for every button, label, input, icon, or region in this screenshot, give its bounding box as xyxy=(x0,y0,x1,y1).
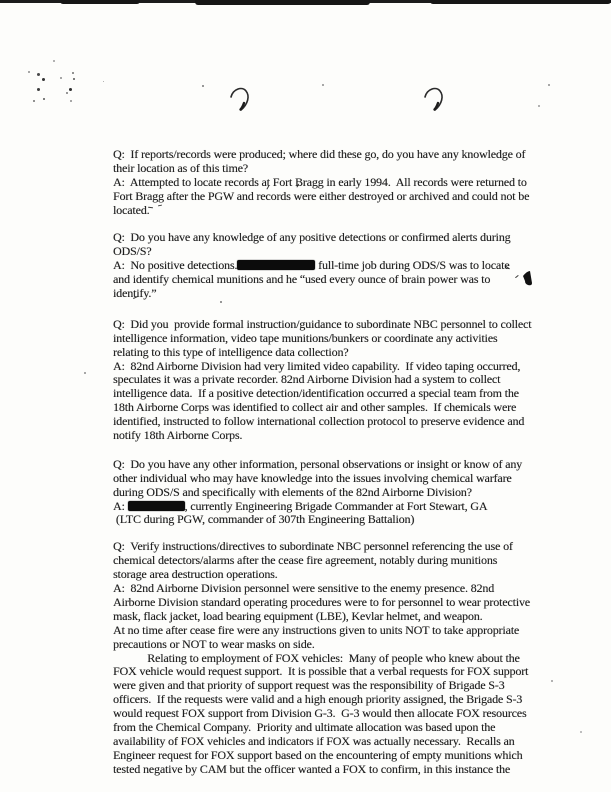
scan-speck xyxy=(322,84,324,86)
qa-paragraph xyxy=(113,148,583,217)
text-line: identified, instructed to follow international collection protocol to preserve evidence and xyxy=(113,414,525,429)
text-line: A: 82nd Airborne Division had very limited video capability. If video taping occurred, xyxy=(113,358,521,373)
scan-speck xyxy=(66,92,68,94)
scan-curl-mark xyxy=(229,85,253,113)
text-line: FOX vehicle would request support. It is possible that a verbal requests for FOX support xyxy=(113,664,529,679)
text-line: Q: Do you have any knowledge of any positive detections or confirmed alerts during xyxy=(113,230,511,245)
qa-paragraph xyxy=(113,458,583,527)
text-line: identify.” xyxy=(113,286,157,301)
text-line: Fort Bragg after the PGW and records were either destroyed or archived and could not be xyxy=(113,188,530,203)
scan-speck xyxy=(202,85,204,87)
scan-speck xyxy=(84,372,86,374)
redaction-bar xyxy=(237,260,315,270)
scan-speck xyxy=(60,77,62,79)
text-line: Q: Did you provide formal instruction/guidance to subordinate NBC personnel to collect xyxy=(113,316,532,331)
scan-speck xyxy=(33,100,35,102)
text-line: other individual who may have knowledge into the issues involving chemical warfare xyxy=(113,470,512,485)
text-line: availability of FOX vehicles and indicators if FOX was actually necessary. Recalls an xyxy=(113,733,515,748)
scan-speck xyxy=(43,98,45,100)
scan-speck xyxy=(53,60,55,62)
text-line: Q: Do you have any other information, personal observations or insight or know of any xyxy=(113,456,523,471)
text-line: located. xyxy=(113,202,150,217)
scan-speck xyxy=(103,81,104,82)
text-line: tested negative by CAM but the officer wanted a FOX to confirm, in this instance the xyxy=(113,761,511,776)
scan-curl-mark xyxy=(423,85,447,113)
text-line: Relating to employment of FOX vehicles: Many of people who knew about the xyxy=(113,650,520,665)
document-text xyxy=(113,148,583,777)
text-line: intelligence data. If a positive detection/identification occurred a special team from the xyxy=(113,386,519,401)
scan-speck xyxy=(538,105,540,107)
text-line: Q: Verify instructions/directives to subordinate NBC personnel referencing the use of xyxy=(113,539,513,554)
qa-paragraph xyxy=(113,540,583,651)
scan-speck xyxy=(69,88,72,91)
text-line: Airborne Division standard operating procedures were to for personnel to wear protective xyxy=(113,594,530,609)
text-line: from the Chemical Company. Priority and ultimate allocation was based upon the xyxy=(113,719,496,734)
text-line: ODS/S? xyxy=(113,244,152,259)
text-line: (LTC during PGW, commander of 307th Engineering Battalion) xyxy=(113,512,415,527)
text-line: A: Attempted to locate records at Fort Bragg in early 1994. All records were returned to xyxy=(113,174,527,189)
text-line: mask, flack jacket, load bearing equipment (LBE), Kevlar helmet, and weapon. xyxy=(113,608,483,623)
scan-speck xyxy=(73,78,75,80)
scan-speck xyxy=(548,84,550,86)
scan-top-edge-bulge xyxy=(430,0,611,4)
text-line: Q: If reports/records were produced; where did these go, do you have any knowledge of xyxy=(113,147,526,161)
scan-speck xyxy=(37,73,40,76)
text-line: A: , currently Engineering Brigade Commander at Fort Stewart, GA xyxy=(113,498,488,513)
qa-paragraph xyxy=(113,318,583,443)
scan-speck xyxy=(72,72,74,74)
text-line: relating to this type of intelligence data collection? xyxy=(113,344,349,359)
scan-speck xyxy=(70,100,72,102)
text-line: A: 82nd Airborne Division personnel were sensitive to the enemy presence. 82nd xyxy=(113,581,495,596)
text-line: Engineer request for FOX support based on the encountering of empty munitions which xyxy=(113,747,523,762)
text-line: At no time after cease fire were any instructions given to units NOT to take appropriate xyxy=(113,622,520,637)
text-line: officers. If the requests were valid and a high enough priority assigned, the Brigade S-3 xyxy=(113,692,523,707)
text-line: A: No positive detections. full-time job during ODS/S was to locate xyxy=(113,258,510,273)
text-line: their location as of this time? xyxy=(113,160,248,175)
scan-speck xyxy=(37,88,40,91)
qa-paragraph xyxy=(113,231,583,300)
text-line: were given and that priority of support request was the responsibility of Brigade S-3 xyxy=(113,678,505,693)
text-line: during ODS/S and specifically with elements of the 82nd Airborne Division? xyxy=(113,484,472,499)
text-line: notify 18th Airborne Corps. xyxy=(113,428,243,443)
scan-speck xyxy=(42,78,45,81)
text-line: storage area destruction operations. xyxy=(113,567,278,582)
scan-speck xyxy=(28,71,30,73)
scan-top-edge-bulge xyxy=(195,0,370,5)
text-line: chemical detectors/alarms after the cease fire agreement, notably during munitions xyxy=(113,553,498,568)
text-line: speculates it was a private recorder. 82nd Airborne Division had a system to collect xyxy=(113,372,501,387)
qa-paragraph xyxy=(113,652,583,777)
scan-top-edge-bulge xyxy=(60,0,140,4)
text-line: 18th Airborne Corps was identified to collect air and other samples. If chemicals were xyxy=(113,400,517,415)
text-line: precautions or NOT to wear masks on side. xyxy=(113,636,315,651)
text-line: intelligence information, video tape munitions/bunkers or coordinate any activities xyxy=(113,330,498,345)
redaction-bar xyxy=(128,501,185,511)
text-line: and identify chemical munitions and he “used every ounce of brain power was to xyxy=(113,272,491,287)
text-line: would request FOX support from Division G-3. G-3 would then allocate FOX resources xyxy=(113,706,527,721)
